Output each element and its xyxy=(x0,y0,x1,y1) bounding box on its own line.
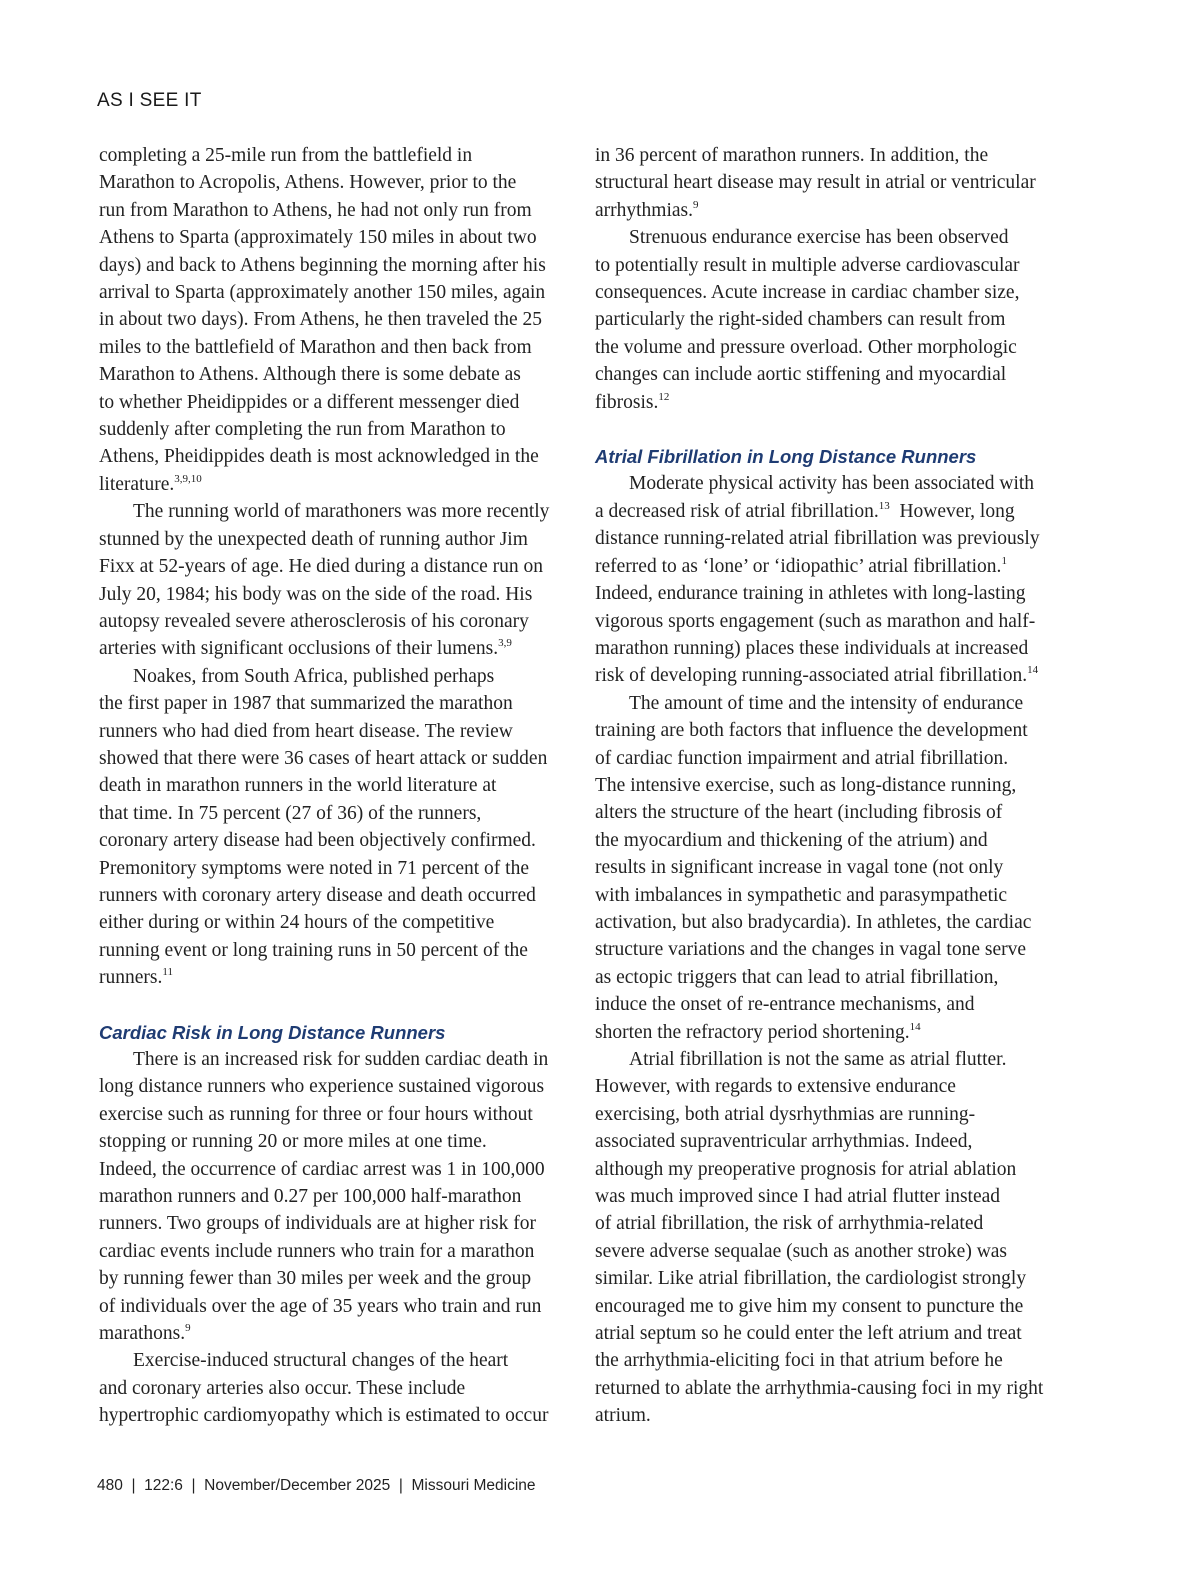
text-line: of cardiac function impairment and atrial fibrillation. xyxy=(595,747,1009,769)
text-line: July 20, 1984; his body was on the side of the road. His xyxy=(99,583,533,605)
text-line: The running world of marathoners was more recently xyxy=(133,501,550,523)
text-line: running event or long training runs in 50 percent of the xyxy=(99,939,528,961)
text-line: atrial septum so he could enter the left atrium and treat xyxy=(595,1323,1022,1345)
text-line: vigorous sports engagement (such as marathon and half- xyxy=(595,610,1036,632)
text-line: showed that there were 36 cases of heart attack or sudden xyxy=(99,747,548,769)
text-line: was much improved since I had atrial flutter instead xyxy=(595,1186,1001,1208)
text-line: either during or within 24 hours of the competitive xyxy=(99,912,495,934)
text-line: training are both factors that influence the development xyxy=(595,720,1028,742)
citation-ref: 14 xyxy=(909,1020,921,1033)
section-gap xyxy=(99,992,573,1019)
text-line xyxy=(595,197,1069,224)
section-tag: AS I SEE IT xyxy=(97,90,202,111)
text-line: by running fewer than 30 miles per week and the group xyxy=(99,1268,532,1290)
text-line: structural heart disease may result in atrial or ventricular xyxy=(595,172,1036,194)
text-line: runners. Two groups of individuals are at higher risk for xyxy=(99,1213,536,1235)
paragraph xyxy=(99,498,573,662)
text-line xyxy=(99,1320,573,1347)
text-line: arrival to Sparta (approximately another 150 miles, again xyxy=(99,282,546,304)
text-line xyxy=(99,635,573,662)
text-line xyxy=(595,553,1069,580)
text-line: Noakes, from South Africa, published perhaps xyxy=(133,665,495,687)
text-fragment: fibrosis. xyxy=(595,391,659,413)
text-line xyxy=(595,498,1069,525)
text-line: Premonitory symptoms were noted in 71 percent of the xyxy=(99,857,529,879)
text-line: hypertrophic cardiomyopathy which is estimated to occur xyxy=(99,1405,549,1427)
text-line: to potentially result in multiple adverse cardiovascular xyxy=(595,254,1020,276)
text-line: returned to ablate the arrhythmia-causing foci in my right xyxy=(595,1377,1044,1399)
right-column xyxy=(595,142,1069,1430)
text-line: run from Marathon to Athens, he had not only run from xyxy=(99,199,532,221)
text-line: in about two days). From Athens, he then traveled the 25 xyxy=(99,309,542,331)
text-line: long distance runners who experience sustained vigorous xyxy=(99,1076,545,1098)
page-footer: 480 | 122:6 | November/December 2025 | Missouri Medicine xyxy=(97,1477,536,1494)
text-line: Athens to Sparta (approximately 150 miles in about two xyxy=(99,227,537,249)
text-line xyxy=(595,662,1069,689)
text-line xyxy=(595,1019,1069,1046)
text-line: the volume and pressure overload. Other morphologic xyxy=(595,336,1017,358)
text-line xyxy=(595,389,1069,416)
paragraph xyxy=(99,1347,573,1429)
text-line: results in significant increase in vagal tone (not only xyxy=(595,857,1004,879)
text-line: although my preoperative prognosis for atrial ablation xyxy=(595,1158,1017,1180)
text-line: Marathon to Acropolis, Athens. However, prior to the xyxy=(99,172,517,194)
text-line: severe adverse sequalae (such as another stroke) was xyxy=(595,1240,1008,1262)
text-line: in 36 percent of marathon runners. In addition, the xyxy=(595,145,989,166)
text-line: as ectopic triggers that can lead to atrial fibrillation, xyxy=(595,966,999,988)
text-line: coronary artery disease had been objectively confirmed. xyxy=(99,830,536,852)
text-line: stopping or running 20 or more miles at one time. xyxy=(99,1131,487,1153)
text-line: There is an increased risk for sudden cardiac death in xyxy=(133,1049,549,1070)
section-gap xyxy=(595,416,1069,443)
text-fragment: runners. xyxy=(99,967,163,989)
text-line: runners who had died from heart disease. The review xyxy=(99,720,513,742)
text-fragment: a decreased risk of atrial fibrillation. xyxy=(595,500,879,522)
text-line: the first paper in 1987 that summarized the marathon xyxy=(99,693,513,715)
text-line: days) and back to Athens beginning the morning after his xyxy=(99,254,546,276)
text-line: consequences. Acute increase in cardiac chamber size, xyxy=(595,282,1020,304)
citation-ref: 14 xyxy=(1027,664,1039,677)
text-line: miles to the battlefield of Marathon and then back from xyxy=(99,336,532,358)
text-line: distance running-related atrial fibrillation was previously xyxy=(595,528,1040,550)
text-line: Marathon to Athens. Although there is some debate as xyxy=(99,364,521,386)
text-line: However, with regards to extensive endurance xyxy=(595,1076,956,1098)
text-line: Exercise-induced structural changes of the heart xyxy=(133,1350,509,1372)
paragraph xyxy=(595,690,1069,1046)
text-line: the myocardium and thickening of the atrium) and xyxy=(595,829,988,851)
paragraph xyxy=(595,224,1069,416)
text-line: stunned by the unexpected death of running author Jim xyxy=(99,528,528,550)
text-line: and coronary arteries also occur. These include xyxy=(99,1377,466,1399)
text-line: The amount of time and the intensity of endurance xyxy=(629,692,1024,714)
text-line: Strenuous endurance exercise has been observed xyxy=(629,227,1009,249)
text-line: that time. In 75 percent (27 of 36) of the runners, xyxy=(99,802,482,824)
text-line: death in marathon runners in the world literature at xyxy=(99,775,497,797)
subheading: Cardiac Risk in Long Distance Runners xyxy=(99,1021,446,1043)
text-fragment: arteries with significant occlusions of their lumens. xyxy=(99,638,499,660)
text-line: suddenly after completing the run from Marathon to xyxy=(99,419,506,441)
text-fragment: arrhythmias. xyxy=(595,199,694,221)
text-fragment: shorten the refractory period shortening. xyxy=(595,1021,910,1043)
text-line: of individuals over the age of 35 years who train and run xyxy=(99,1295,542,1317)
text-line: exercising, both atrial dysrhythmias are running- xyxy=(595,1103,976,1125)
text-line: Fixx at 52-years of age. He died during a distance run on xyxy=(99,556,544,578)
citation-ref: 13 xyxy=(878,499,890,512)
text-line: associated supraventricular arrhythmias. Indeed, xyxy=(595,1131,973,1153)
text-line: induce the onset of re-entrance mechanisms, and xyxy=(595,994,975,1016)
text-line: alters the structure of the heart (including fibrosis of xyxy=(595,802,1003,824)
paragraph xyxy=(99,142,573,498)
paragraph xyxy=(99,1046,573,1347)
text-line: marathon running) places these individuals at increased xyxy=(595,637,1029,659)
text-line: Indeed, the occurrence of cardiac arrest was 1 in 100,000 xyxy=(99,1158,545,1180)
text-line: exercise such as running for three or four hours without xyxy=(99,1103,533,1125)
text-line: atrium. xyxy=(595,1405,651,1427)
text-fragment: literature. xyxy=(99,473,175,495)
text-line: Moderate physical activity has been associated with xyxy=(629,473,1035,495)
citation-ref: 1 xyxy=(1001,554,1007,567)
text-line: similar. Like atrial fibrillation, the cardiologist strongly xyxy=(595,1268,1027,1290)
text-line: cardiac events include runners who train for a marathon xyxy=(99,1240,535,1262)
paragraph xyxy=(595,1046,1069,1430)
text-line: runners with coronary artery disease and death occurred xyxy=(99,884,536,906)
text-line xyxy=(99,964,573,991)
text-line xyxy=(99,471,573,498)
text-line: structure variations and the changes in vagal tone serve xyxy=(595,939,1027,961)
text-line: encouraged me to give him my consent to puncture the xyxy=(595,1295,1024,1317)
text-line: marathon runners and 0.27 per 100,000 half-marathon xyxy=(99,1186,522,1208)
text-line: to whether Pheidippides or a different messenger died xyxy=(99,391,520,413)
citation-ref: 3,9,10 xyxy=(174,472,202,485)
citation-ref: 9 xyxy=(185,1322,191,1335)
citation-ref: 12 xyxy=(658,390,670,403)
paragraph xyxy=(595,142,1069,224)
text-fragment: However, long xyxy=(889,500,1015,522)
text-line: of atrial fibrillation, the risk of arrhythmia-related xyxy=(595,1213,984,1235)
paragraph xyxy=(595,470,1069,689)
text-line: completing a 25-mile run from the battlefield in xyxy=(99,145,473,166)
paragraph xyxy=(99,663,573,992)
left-column xyxy=(99,142,573,1430)
text-line: activation, but also bradycardia). In athletes, the cardiac xyxy=(595,911,1032,933)
text-line: Athens, Pheidippides death is most acknowledged in the xyxy=(99,446,539,468)
text-line: changes can include aortic stiffening and myocardial xyxy=(595,364,1007,386)
text-fragment: marathons. xyxy=(99,1323,186,1345)
text-line: Atrial fibrillation is not the same as atrial flutter. xyxy=(629,1049,1007,1070)
text-fragment: risk of developing running-associated atrial fibrillation. xyxy=(595,665,1028,687)
text-line: particularly the right-sided chambers can result from xyxy=(595,309,1006,331)
text-line: The intensive exercise, such as long-distance running, xyxy=(595,774,1017,796)
text-fragment: referred to as ‘lone’ or ‘idiopathic’ atrial fibrillation. xyxy=(595,555,1002,577)
subheading: Atrial Fibrillation in Long Distance Runners xyxy=(595,446,977,468)
text-line: autopsy revealed severe atherosclerosis of his coronary xyxy=(99,610,529,632)
citation-ref: 3,9 xyxy=(498,637,512,650)
text-line: Indeed, endurance training in athletes with long-lasting xyxy=(595,583,1026,605)
citation-ref: 11 xyxy=(162,966,173,979)
text-line: the arrhythmia-eliciting foci in that atrium before he xyxy=(595,1350,1003,1372)
text-line: with imbalances in sympathetic and parasympathetic xyxy=(595,884,1008,906)
citation-ref: 9 xyxy=(693,198,699,211)
